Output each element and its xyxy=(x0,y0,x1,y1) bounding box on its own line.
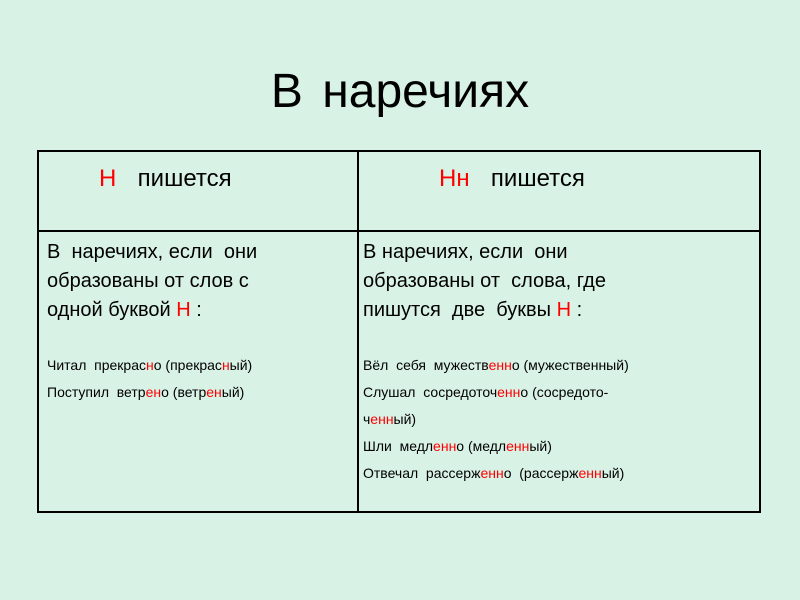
highlight-letters: енн xyxy=(433,438,457,454)
text-segment: : xyxy=(190,299,202,321)
text-segment: Отвечал рассерж xyxy=(363,465,481,481)
highlight-letters: ен xyxy=(145,384,162,400)
text-segment: ый) xyxy=(601,465,625,481)
highlight-letters: н xyxy=(221,357,230,373)
text-segment: ый) xyxy=(221,384,245,400)
text-line xyxy=(363,267,629,296)
highlight-letters: енн xyxy=(480,465,504,481)
text-segment: ый) xyxy=(393,411,417,427)
slide-title: В наречиях xyxy=(270,65,530,118)
header-double-n-text: пишется xyxy=(469,165,585,192)
text-line xyxy=(363,238,629,267)
cell-single-n xyxy=(47,238,257,406)
text-segment: : xyxy=(571,299,583,321)
header-single-n-text: пишется xyxy=(116,165,232,192)
text-segment: о (сосредото- xyxy=(520,384,609,400)
text-line xyxy=(47,267,257,296)
highlight-letters: Н xyxy=(556,299,572,321)
text-segment: о (мужественный) xyxy=(511,357,629,373)
text-line xyxy=(363,433,629,460)
text-line xyxy=(47,379,257,406)
text-line xyxy=(363,406,629,433)
header-divider xyxy=(39,230,759,232)
column-divider xyxy=(357,152,359,511)
text-line xyxy=(363,460,629,487)
highlight-letters: енн xyxy=(488,357,512,373)
text-segment: ый) xyxy=(229,357,253,373)
text-segment: ч xyxy=(363,411,371,427)
rule-double-n xyxy=(363,238,629,325)
text-segment: о (рассерж xyxy=(503,465,579,481)
text-line xyxy=(363,379,629,406)
cell-double-n xyxy=(363,238,629,487)
text-segment: Читал прекрас xyxy=(47,357,146,373)
text-segment: Поступил ветр xyxy=(47,384,146,400)
text-segment: о (ветр xyxy=(161,384,207,400)
text-segment: о (прекрас xyxy=(153,357,222,373)
rule-single-n xyxy=(47,238,257,325)
header-single-n-letter: Н xyxy=(99,165,117,192)
text-line xyxy=(47,352,257,379)
text-segment: о (медл xyxy=(456,438,507,454)
header-single-n xyxy=(99,164,232,194)
text-segment: Шли медл xyxy=(363,438,434,454)
rules-table xyxy=(37,150,761,513)
highlight-letters: енн xyxy=(506,438,530,454)
text-segment: Слушал сосредоточ xyxy=(363,384,498,400)
text-segment: образованы от слов с xyxy=(47,270,249,292)
highlight-letters: Н xyxy=(176,299,191,321)
highlight-letters: енн xyxy=(497,384,521,400)
highlight-letters: ен xyxy=(206,384,222,400)
text-segment: ый) xyxy=(529,438,552,454)
text-segment: одной буквой xyxy=(47,299,177,321)
highlight-letters: н xyxy=(146,357,154,373)
text-segment: образованы от слова, где xyxy=(363,270,606,292)
text-segment: В наречиях, если они xyxy=(363,241,568,263)
header-double-n xyxy=(439,164,585,194)
examples-single-n xyxy=(47,352,257,406)
text-segment: В наречиях, если они xyxy=(47,241,258,263)
text-line xyxy=(47,296,257,325)
highlight-letters: енн xyxy=(578,465,602,481)
examples-double-n xyxy=(363,352,629,487)
highlight-letters: енн xyxy=(370,411,394,427)
text-segment: пишутся две буквы xyxy=(363,299,557,321)
text-line xyxy=(363,352,629,379)
text-line xyxy=(363,296,629,325)
header-double-n-letters: Нн xyxy=(439,165,470,192)
text-line xyxy=(47,238,257,267)
text-segment: Вёл себя мужеств xyxy=(363,357,489,373)
